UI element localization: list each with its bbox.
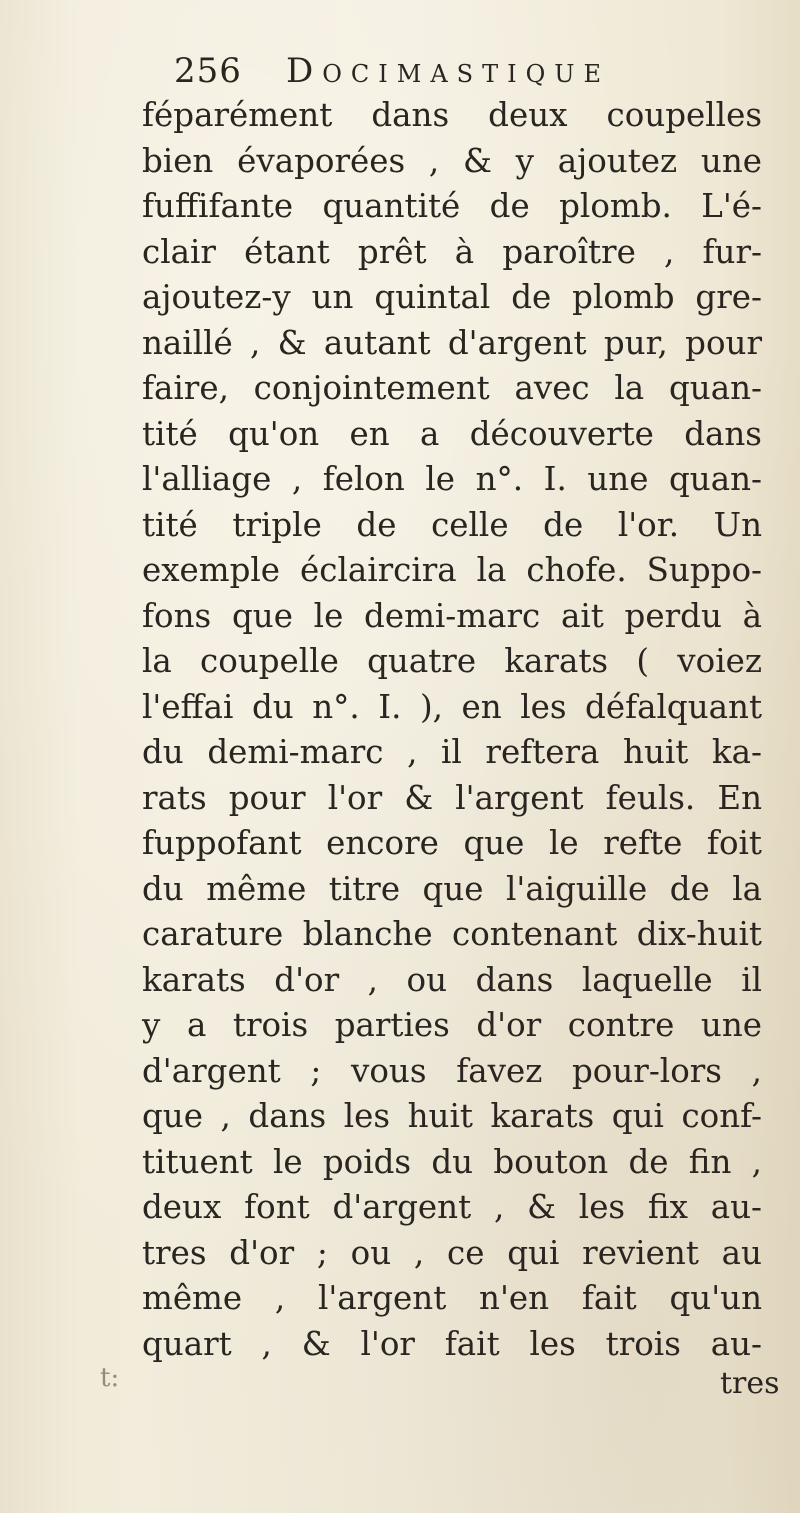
text-line: fons que le demi-marc ait perdu à — [142, 596, 762, 635]
text-line: faire, conjointement avec la quan- — [142, 369, 762, 407]
catchword: tres — [720, 1366, 780, 1401]
text-line: karats d'or , ou dans laquelle il — [142, 960, 762, 999]
text-line: y a trois parties d'or contre une — [142, 1006, 762, 1044]
text-line: même , l'argent n'en fait qu'un — [142, 1279, 762, 1317]
text-line: l'alliage , felon le n°. I. une quan- — [142, 460, 762, 498]
body-text — [142, 93, 762, 1367]
text-line: du demi-marc , il reftera huit ka- — [142, 733, 762, 771]
text-line: tité qu'on en a découverte dans — [142, 414, 762, 453]
text-line: tituent le poids du bouton de fin , — [142, 1142, 762, 1181]
text-line: quart , & l'or fait les trois au- — [142, 1324, 762, 1363]
text-line: tité triple de celle de l'or. Un — [142, 505, 762, 544]
text-line: tres d'or ; ou , ce qui revient au — [142, 1233, 762, 1272]
margin-mark: t: — [100, 1363, 120, 1393]
text-line: la coupelle quatre karats ( voiez — [142, 642, 762, 680]
text-line: clair étant prêt à paroître , fur- — [142, 232, 762, 271]
text-line: rats pour l'or & l'argent feuls. En — [142, 778, 762, 817]
text-line: fuppofant encore que le refte foit — [142, 824, 762, 862]
text-line: naillé , & autant d'argent pur, pour — [142, 323, 762, 362]
page-header — [174, 46, 694, 96]
text-line: ajoutez-y un quintal de plomb gre- — [142, 278, 762, 316]
text-line: d'argent ; vous favez pour-lors , — [142, 1051, 762, 1090]
text-line: bien évaporées , & y ajoutez une — [142, 141, 762, 180]
text-line: que , dans les huit karats qui conf- — [142, 1097, 762, 1135]
text-line: carature blanche contenant dix-huit — [142, 915, 762, 953]
text-line: féparément dans deux coupelles — [142, 96, 762, 134]
page-number: 256 — [174, 51, 242, 91]
text-line: l'effai du n°. I. ), en les défalquant — [142, 687, 762, 726]
text-line: du même titre que l'aiguille de la — [142, 869, 762, 908]
running-title: Docimastique — [286, 51, 611, 91]
text-line: deux font d'argent , & les fix au- — [142, 1188, 762, 1226]
text-line: exemple éclaircira la chofe. Suppo- — [142, 551, 762, 589]
text-line: fuffifante quantité de plomb. L'é- — [142, 187, 762, 225]
